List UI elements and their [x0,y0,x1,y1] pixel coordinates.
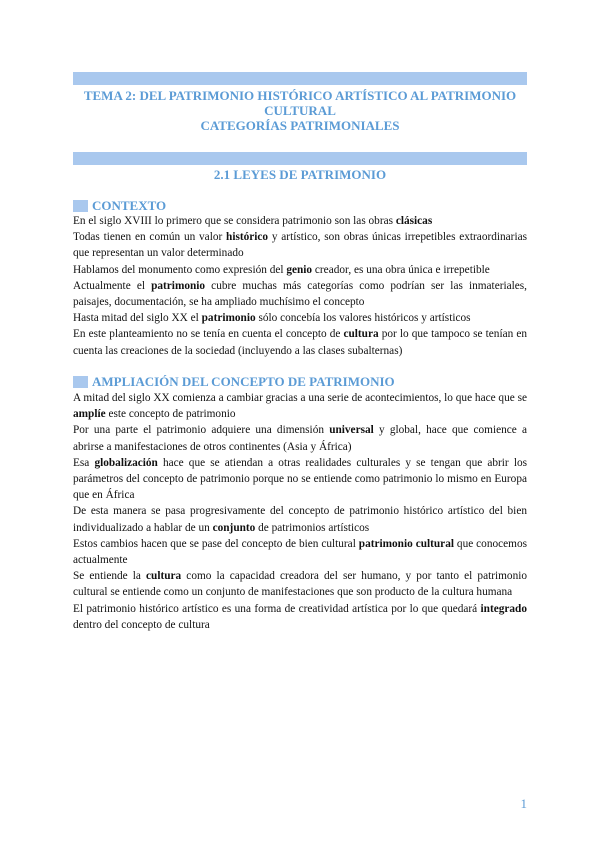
section-heading-label: AMPLIACIÓN DEL CONCEPTO DE PATRIMONIO [92,374,395,389]
paragraph: En este planteamiento no se tenía en cuenta el concepto de cultura por lo que tampoco se tenían en cuenta las creaciones de la sociedad (incluyendo a las clases subalternas) [73,328,527,357]
paragraph: El patrimonio histórico artístico es una forma de creatividad artística por lo que quedará integrado dentro del concepto de cultura [73,602,527,631]
paragraph: Estos cambios hacen que se pase del concepto de bien cultural patrimonio cultural que conocemos actualmente [73,537,527,567]
paragraph: A mitad del siglo XX comienza a cambiar gracias a una serie de acontecimientos, lo que hace que se amplíe este concepto de patrimonio [73,392,527,421]
paragraph: Por una parte el patrimonio adquiere una dimensión universal y global, hace que comience a abrirse a manifestaciones de otros continentes (Asia y África) [73,424,528,453]
section-heading-ampliacion [73,374,395,390]
section-body-contexto [73,213,527,359]
section-heading-contexto [73,198,166,214]
paragraph: Esa globalización hace que se atiendan a otras realidades culturales y se tengan que abrir los parámetros del concepto de patrimonio porque no se entiende como patrimonio lo mismo en Europa que en África [73,456,527,502]
heading-marker [73,376,88,388]
paragraph: Todas tienen en común un valor histórico y artístico, son obras únicas irrepetibles extraordinarias que representan un valor determinado [73,231,527,260]
header-bar [73,72,527,85]
title-line-2: CULTURAL [264,103,336,118]
heading-marker [73,200,88,212]
paragraph: Actualmente el patrimonio cubre muchas más categorías como podrían ser las inmateriales, paisajes, documentación, se ha ampliado muchísimo el concepto [73,279,527,309]
paragraph: Hasta mitad del siglo XX el patrimonio sólo concebía los valores históricos y artísticos [73,312,471,325]
section-body-ampliacion [73,390,527,633]
title-line-1: TEMA 2: DEL PATRIMONIO HISTÓRICO ARTÍSTICO AL PATRIMONIO [83,88,517,103]
paragraph: Se entiende la cultura como la capacidad creadora del ser humano, y por tanto el patrimonio cultural se entiende como un conjunto de manifestaciones que son producto de la cultura humana [73,570,528,599]
page-number: 1 [520,796,527,811]
section-heading-label: CONTEXTO [92,198,167,213]
title-line-3: CATEGORÍAS PATRIMONIALES [200,118,400,133]
subtitle-bar [73,152,527,165]
paragraph: En el siglo XVIII lo primero que se considera patrimonio son las obras clásicas [73,215,433,227]
page-subtitle: 2.1 LEYES DE PATRIMONIO [213,167,387,182]
page-title [73,88,527,133]
paragraph: De esta manera se pasa progresivamente del concepto de patrimonio histórico artístico del bien individualizado a hablar de un conjunto de patrimonios artísticos [73,505,527,534]
paragraph: Hablamos del monumento como expresión del genio creador, es una obra única e irrepetible [73,263,490,276]
